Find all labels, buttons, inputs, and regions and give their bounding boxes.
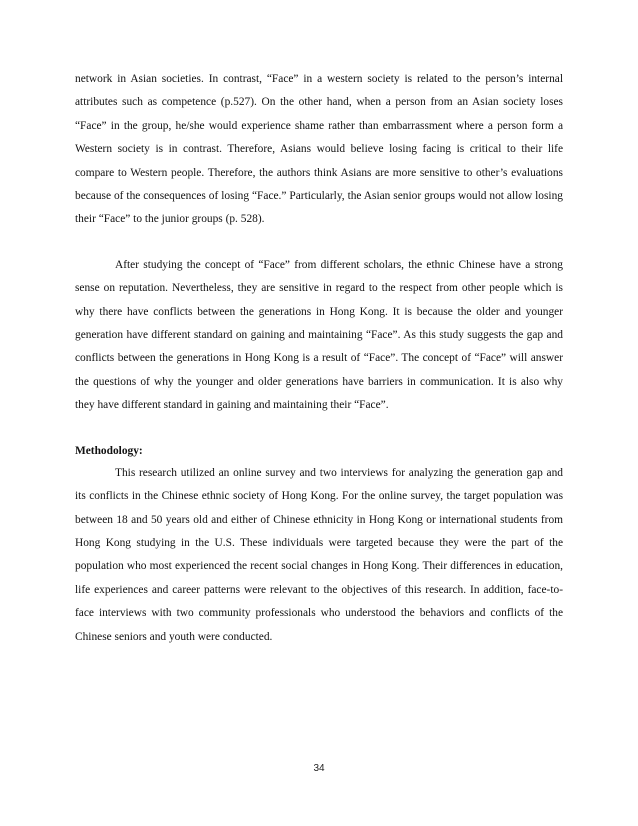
paragraph-methodology: This research utilized an online survey and two interviews for analyzing the generation gap and its conflicts in the Chinese ethnic society of Hong Kong. For the online survey, the target population was between 18 and 50 years old and either of Chinese ethnicity in Hong Kong or international students from Hong Kong studying in the U.S. These individuals were targeted because they were the part of the population who most experienced the recent social changes in Hong Kong. Their differences in education, life experiences and career patterns were relevant to the objectives of this research. In addition, face-to-face interviews with two community professionals who understood the behaviors and conflicts of the Chinese seniors and youth were conducted. xyxy=(75,466,563,643)
paragraph-spacer xyxy=(75,418,563,440)
document-body xyxy=(75,68,563,649)
paragraph-face-in-societies: network in Asian societies. In contrast, “Face” in a western society is related to the person’s internal attributes such as competence (p.527). On the other hand, when a person from an Asian society loses “Face” in the group, he/she would experience shame rather than embarrassment where a person form a Western society is in contrast. Therefore, Asians would believe losing facing is critical to their life compare to Western people. Therefore, the authors think Asians are more sensitive to other’s evaluations because of the consequences of losing “Face.” Particularly, the Asian senior groups would not allow losing their “Face” to the junior groups (p. 528). xyxy=(75,73,563,226)
section-heading-methodology: Methodology: xyxy=(75,444,143,457)
page-number: 34 xyxy=(313,763,325,774)
paragraph-spacer xyxy=(75,232,563,254)
paragraph-concept-of-face: After studying the concept of “Face” from different scholars, the ethnic Chinese have a strong sense on reputation. Nevertheless, they are sensitive in regard to the respect from other people which is why there have conflicts between the generations in Hong Kong. It is because the older and younger generation have different standard on gaining and maintaining “Face”. As this study suggests the gap and conflicts between the generations in Hong Kong is a result of “Face”. The concept of “Face” will answer the questions of why the younger and older generations have barriers in communication. It is also why they have different standard in gaining and maintaining their “Face”. xyxy=(75,258,563,412)
